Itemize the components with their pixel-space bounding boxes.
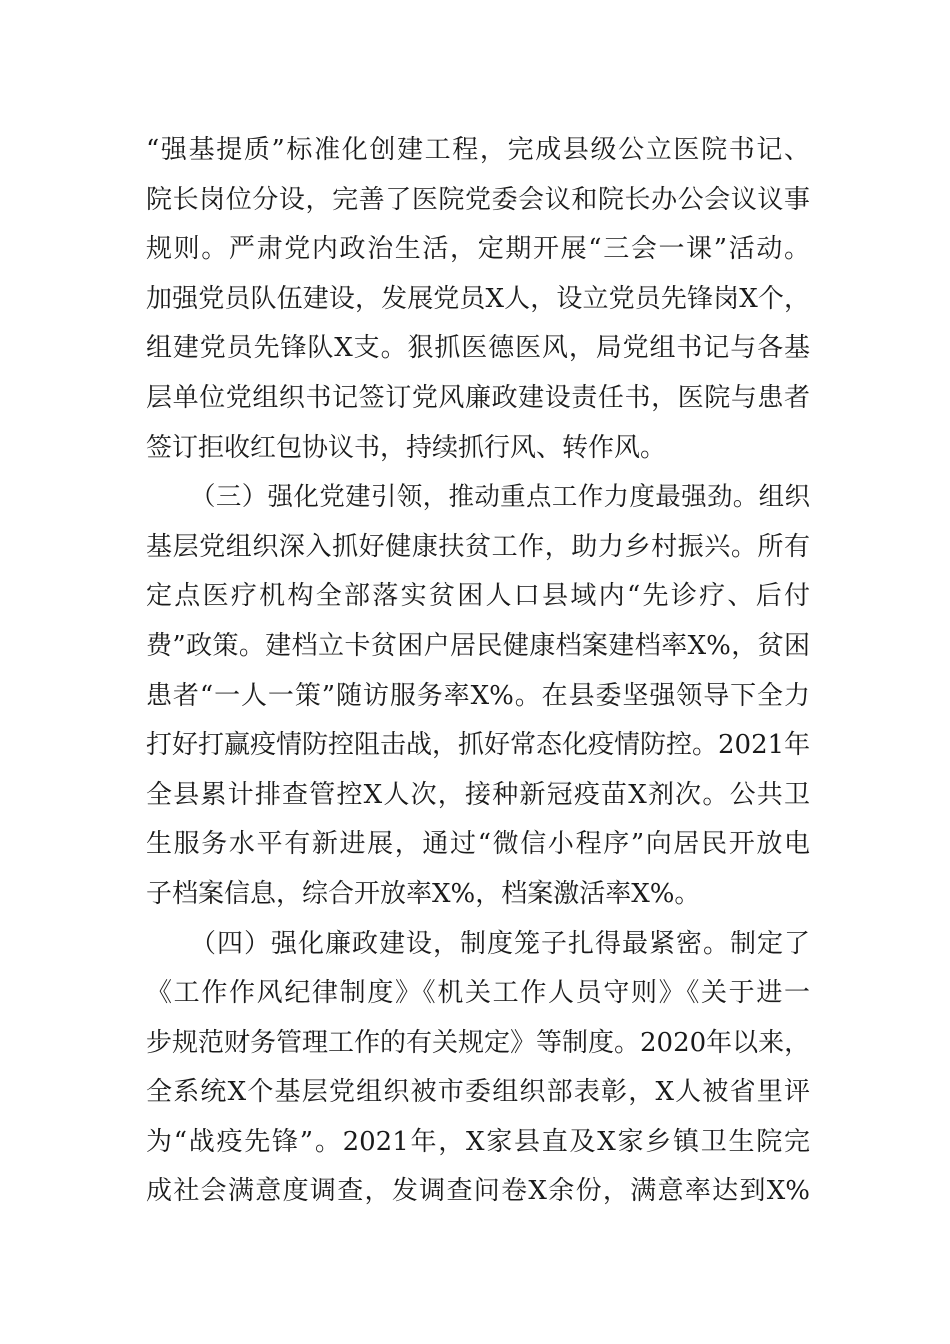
paragraph-1-line-3: 规则。严肃党内政治生活，定期开展“三会一课”活动。	[146, 234, 810, 265]
paragraph-3-line-4: 全系统X个基层党组织被市委组织部表彰，X人被省里评	[146, 1077, 810, 1108]
paragraph-3-line-3: 步规范财务管理工作的有关规定》等制度。2020年以来，	[146, 1027, 811, 1058]
paragraph-2-line-7: 全县累计排查管控X人次，接种新冠疫苗X剂次。公共卫	[146, 779, 810, 810]
paragraph-3-line-6: 成社会满意度调查，发调查问卷X余份，满意率达到X%	[146, 1176, 810, 1207]
paragraph-2-line-6: 打好打赢疫情防控阻击战，抓好常态化疫情防控。2021年	[146, 730, 811, 761]
paragraph-3-line-1: （四）强化廉政建设，制度笼子扎得最紧密。制定了	[190, 928, 810, 959]
paragraph-2-line-4: 费”政策。建档立卡贫困户居民健康档案建档率X%，贫困	[146, 630, 810, 661]
paragraph-1-line-2: 院长岗位分设，完善了医院党委会议和院长办公会议议事	[146, 184, 810, 215]
paragraph-3-line-2: 《工作作风纪律制度》《机关工作人员守则》《关于进一	[146, 978, 810, 1009]
document-body	[146, 126, 810, 1217]
paragraph-2-line-3: 定点医疗机构全部落实贫困人口县域内“先诊疗、后付	[146, 581, 810, 612]
paragraph-1-line-5: 组建党员先锋队X支。狠抓医德医风，局党组书记与各基	[146, 333, 810, 364]
paragraph-2-line-8: 生服务水平有新进展，通过“微信小程序”向居民开放电	[146, 829, 810, 860]
paragraph-3-line-5: 为“战疫先锋”。2021年，X家县直及X家乡镇卫生院完	[146, 1126, 810, 1157]
paragraph-1-line-7: 签订拒收红包协议书，持续抓行风、转作风。	[146, 432, 667, 463]
paragraph-2-line-5: 患者“一人一策”随访服务率X%。在县委坚强领导下全力	[146, 680, 810, 711]
paragraph-1-line-4: 加强党员队伍建设，发展党员X人，设立党员先锋岗X个，	[146, 283, 810, 314]
paragraph-1-line-1: “强基提质”标准化创建工程，完成县级公立医院书记、	[146, 135, 810, 165]
paragraph-2-line-9: 子档案信息，综合开放率X%，档案激活率X%。	[146, 878, 701, 909]
paragraph-2-line-2: 基层党组织深入抓好健康扶贫工作，助力乡村振兴。所有	[146, 531, 810, 562]
paragraph-2-line-1: （三）强化党建引领，推动重点工作力度最强劲。组织	[190, 482, 810, 513]
paragraph-1-line-6: 层单位党组织书记签订党风廉政建设责任书，医院与患者	[146, 382, 810, 413]
